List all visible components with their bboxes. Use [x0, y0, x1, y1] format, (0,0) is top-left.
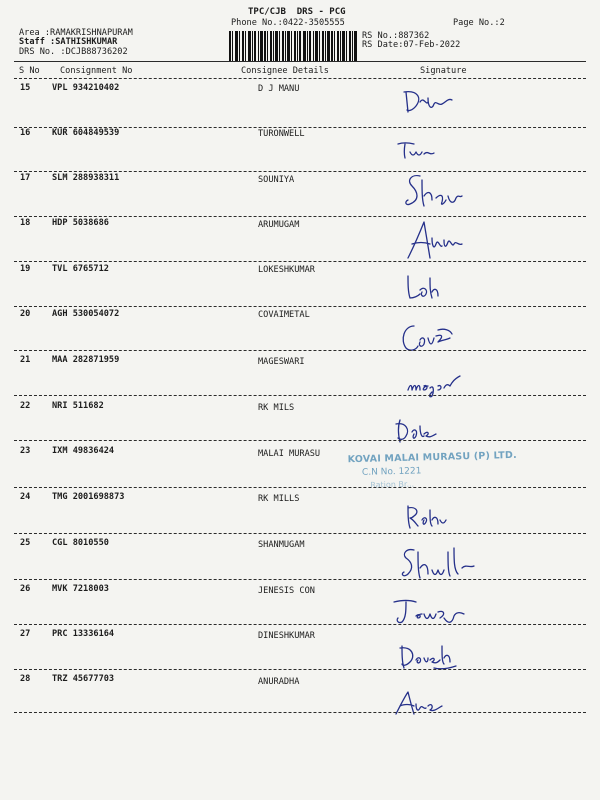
column-header-consignment: Consignment No — [60, 66, 133, 76]
row-consignment-no: AGH 530054072 — [52, 309, 120, 319]
row-consignment-no: TMG 2001698873 — [52, 492, 125, 502]
stamp-line-3: Ration Br... — [370, 479, 415, 490]
row-divider — [14, 261, 586, 262]
row-divider — [14, 624, 586, 625]
row-divider — [14, 171, 586, 172]
row-consignee: ARUMUGAM — [258, 220, 300, 230]
row-consignee: MALAI MURASU — [258, 449, 321, 459]
table-bottom-rule — [14, 712, 586, 713]
row-sno: 20 — [20, 309, 31, 319]
header-bottom-rule — [14, 78, 586, 79]
handwritten-signature-icon — [392, 688, 448, 718]
row-sno: 23 — [20, 446, 31, 456]
handwritten-signature-icon — [394, 640, 460, 676]
row-divider — [14, 579, 586, 580]
staff-label: Staff :SATHISHKUMAR — [19, 37, 118, 47]
handwritten-signature-icon — [392, 416, 442, 446]
column-header-consignee: Consignee Details — [241, 66, 329, 76]
row-consignee: RK MILS — [258, 403, 295, 413]
row-consignee: ANURADHA — [258, 677, 300, 687]
handwritten-signature-icon — [392, 138, 452, 162]
handwritten-signature-icon — [402, 272, 452, 302]
row-consignment-no: CGL 8010550 — [52, 538, 109, 548]
row-sno: 26 — [20, 584, 31, 594]
row-consignee: LOKESHKUMAR — [258, 265, 315, 275]
row-consignment-no: SLM 288938311 — [52, 173, 120, 183]
row-sno: 18 — [20, 218, 31, 228]
row-consignee: SOUNIYA — [258, 175, 295, 185]
row-sno: 19 — [20, 264, 31, 274]
row-sno: 25 — [20, 538, 31, 548]
row-consignee: D J MANU — [258, 84, 300, 94]
row-consignment-no: KUR 604849539 — [52, 128, 120, 138]
row-sno: 21 — [20, 355, 31, 365]
column-header-sno: S No — [19, 66, 40, 76]
column-header-signature: Signature — [420, 66, 467, 76]
handwritten-signature-icon — [402, 502, 456, 532]
row-consignment-no: TVL 6765712 — [52, 264, 109, 274]
row-consignee: JENESIS CON — [258, 586, 315, 596]
row-consignment-no: PRC 13336164 — [52, 629, 115, 639]
document-title: TPC/CJB DRS - PCG — [248, 7, 346, 17]
row-divider — [14, 440, 586, 441]
row-divider — [14, 306, 586, 307]
row-sno: 24 — [20, 492, 31, 502]
phone-number: Phone No.:0422-3505555 — [231, 18, 345, 28]
row-consignment-no: VPL 934210402 — [52, 83, 120, 93]
handwritten-signature-icon — [396, 544, 480, 584]
rs-date: RS Date:07-Feb-2022 — [362, 40, 461, 50]
row-sno: 22 — [20, 401, 31, 411]
handwritten-signature-icon — [400, 170, 470, 214]
row-consignee: RK MILLS — [258, 494, 300, 504]
header-top-rule — [14, 61, 586, 62]
drs-number: DRS No. :DCJB88736202 — [19, 47, 128, 57]
row-consignee: SHANMUGAM — [258, 540, 305, 550]
rs-number: RS No.:887362 — [362, 31, 430, 41]
row-consignee: COVAIMETAL — [258, 310, 310, 320]
row-sno: 15 — [20, 83, 31, 93]
row-consignment-no: MVK 7218003 — [52, 584, 109, 594]
row-sno: 28 — [20, 674, 31, 684]
stamp-line-2: C.N No. 1221 — [361, 466, 422, 478]
row-divider — [14, 395, 586, 396]
row-divider — [14, 216, 586, 217]
row-consignee: DINESHKUMAR — [258, 631, 315, 641]
row-consignment-no: TRZ 45677703 — [52, 674, 115, 684]
row-sno: 16 — [20, 128, 31, 138]
row-consignee: MAGESWARI — [258, 357, 305, 367]
row-consignment-no: MAA 282871959 — [52, 355, 120, 365]
handwritten-signature-icon — [398, 84, 458, 118]
area-label: Area :RAMAKRISHNAPURAM — [19, 28, 133, 38]
handwritten-signature-icon — [404, 218, 474, 262]
row-consignment-no: NRI 511682 — [52, 401, 104, 411]
barcode-icon — [229, 31, 357, 61]
row-sno: 17 — [20, 173, 31, 183]
row-divider — [14, 533, 586, 534]
row-divider — [14, 350, 586, 351]
row-divider — [14, 669, 586, 670]
page-number: Page No.:2 — [453, 18, 505, 28]
stamp-company-name: KOVAI MALAI MURASU (P) LTD. — [347, 449, 517, 466]
row-sno: 27 — [20, 629, 31, 639]
row-consignment-no: IXM 49836424 — [52, 446, 115, 456]
row-consignment-no: HDP 5038686 — [52, 218, 109, 228]
row-divider — [14, 487, 586, 488]
row-consignee: TURONWELL — [258, 129, 305, 139]
